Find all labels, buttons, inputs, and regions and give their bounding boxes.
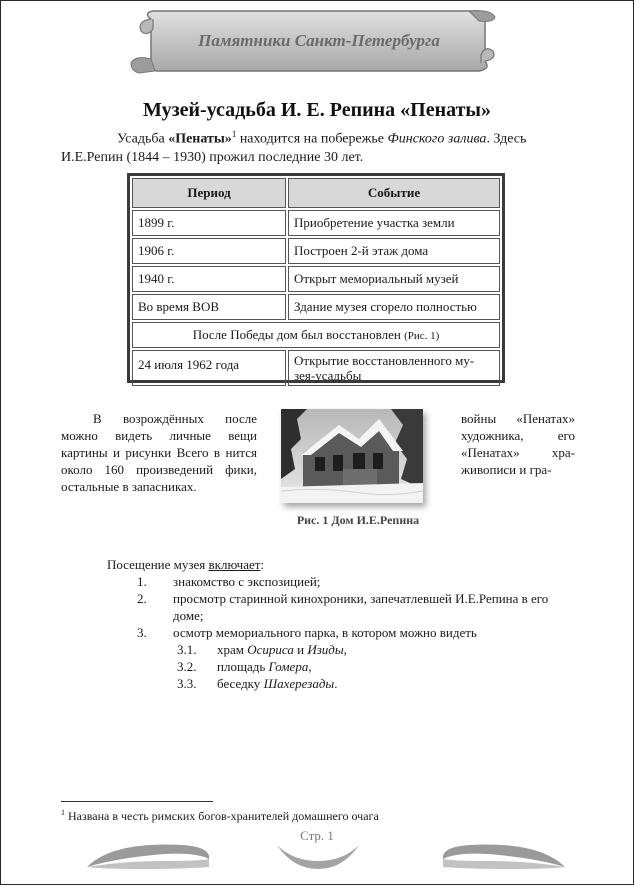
cell-event: Приобретение участка земли: [288, 210, 500, 236]
sub-list-item: [177, 641, 577, 658]
intro-text-1: Усадьба: [117, 131, 169, 147]
sub-em: Изиды: [307, 642, 344, 657]
list-item: [137, 624, 577, 641]
footer-decoration-center: [273, 841, 363, 877]
sub-list-number: 3.1.: [177, 642, 197, 657]
sub-em: Осириса: [247, 642, 294, 657]
cell-period: Во время ВОВ: [132, 294, 286, 320]
table-header-row: [132, 178, 500, 208]
footer-decoration-right: [439, 837, 569, 875]
footnote-text: Названа в честь римских богов-хранителей домашнего очага: [65, 809, 379, 823]
sub-list-item: [177, 675, 577, 692]
list-text: осмотр мемориального парка, в котором можно видеть: [173, 625, 477, 640]
page-title: Музей-усадьба И. Е. Репина «Пенаты»: [142, 99, 492, 121]
banner-title: Памятники Санкт-Петербурга: [198, 31, 440, 50]
sub-text: храм: [217, 642, 248, 657]
cell-period: 1906 г.: [132, 238, 286, 264]
cell-event: Открыт мемориальный музей: [288, 266, 500, 292]
footnote-ref[interactable]: 1: [231, 129, 237, 139]
sub-em: Шахерезады: [263, 676, 335, 691]
visit-lead: [107, 557, 264, 573]
table-row: [132, 210, 500, 236]
table-row: [132, 350, 500, 386]
sub-text: ,: [343, 642, 347, 657]
visit-lead-colon: :: [260, 557, 265, 572]
merged-text: После Победы дом был восстановлен: [192, 327, 405, 342]
table-row: [132, 266, 500, 292]
footnote-separator: [61, 801, 213, 802]
visit-lead-text: Посещение музея: [107, 557, 209, 572]
repin-house-image: [281, 409, 423, 503]
history-table: [127, 173, 505, 383]
header-scroll-banner: [129, 9, 497, 75]
footnote-number: 1: [61, 808, 65, 817]
list-item: [137, 573, 577, 590]
list-text: просмотр старинной кинохроники, запечатлевшей И.Е.Репина в его доме;: [173, 591, 549, 623]
cell-event: Построен 2-й этаж дома: [288, 238, 500, 264]
museum-paragraph-left: [61, 410, 257, 495]
col-header-period: Период: [132, 178, 286, 208]
sub-text: беседку: [217, 676, 264, 691]
cell-period: 24 июля 1962 года: [132, 350, 286, 386]
intro-text-3: . Здесь И.Е.Репин (1844 – 1930) прожил последние 30 лет.: [61, 131, 527, 165]
col-header-event: Событие: [288, 178, 500, 208]
footnote: [61, 808, 379, 824]
intro-text-2: находится на побережье: [236, 131, 388, 147]
sub-list-number: 3.3.: [177, 676, 197, 691]
list-number: 3.: [137, 625, 147, 640]
sub-text: ,: [308, 659, 312, 674]
intro-penaty: «Пенаты»: [168, 131, 232, 147]
intro-gulf: Финского залива: [387, 131, 487, 147]
list-number: 2.: [137, 591, 147, 606]
page-number: Стр. 1: [300, 828, 334, 843]
list-text: знакомство с экспозицией;: [173, 574, 321, 589]
list-item: [137, 590, 577, 624]
paragraph-left-text: В возрождённых после можно видеть личные вещи картины и рисунки Всего в нится около 160 произведений фики, остальные в запасниках.: [61, 411, 257, 494]
sub-text: .: [334, 676, 338, 691]
visit-lead-underlined: включает: [208, 557, 261, 572]
sub-list-item: [177, 658, 577, 675]
table-row: [132, 238, 500, 264]
sub-text: и: [293, 642, 308, 657]
cell-merged: [132, 322, 500, 348]
museum-paragraph-right: войны «Пенатах» художника, его «Пенатах» хра-живописи и гра-: [461, 411, 575, 477]
sub-em: Гомера: [268, 659, 309, 674]
table-row: [132, 294, 500, 320]
house-photo: [281, 409, 423, 503]
footer-decoration-left: [83, 837, 213, 875]
cell-period: 1940 г.: [132, 266, 286, 292]
sub-list-number: 3.2.: [177, 659, 197, 674]
figure-ref: (Рис. 1): [404, 330, 440, 342]
cell-period: 1899 г.: [132, 210, 286, 236]
figure-caption: Рис. 1 Дом И.Е.Репина: [296, 513, 420, 527]
cell-event: Открытие восстановленного му-зея-усадьбы: [288, 350, 500, 386]
list-number: 1.: [137, 574, 147, 589]
sub-text: площадь: [217, 659, 269, 674]
cell-event: Здание музея сгорело полностью: [288, 294, 500, 320]
visit-list: [137, 573, 577, 692]
table-row-merged: [132, 322, 500, 348]
intro-paragraph: [61, 125, 576, 167]
